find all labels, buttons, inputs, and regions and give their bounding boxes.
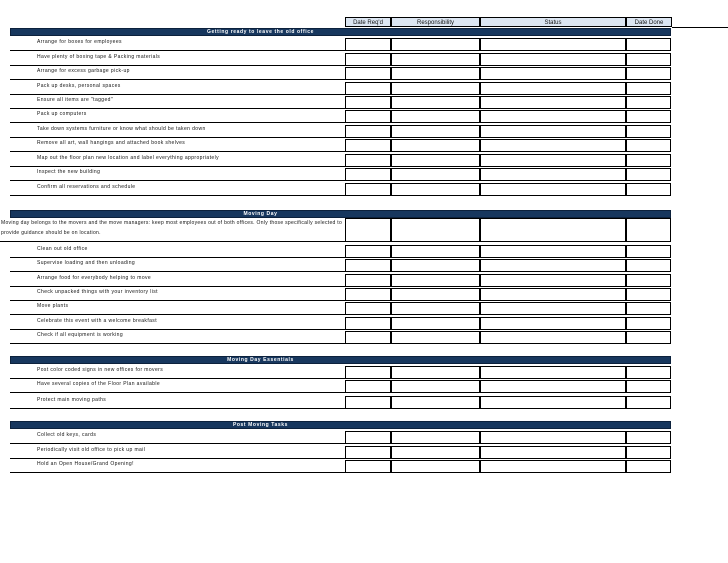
cell-responsibility[interactable] xyxy=(391,396,480,409)
note-row xyxy=(1,218,671,242)
cell-responsibility[interactable] xyxy=(391,331,480,344)
cell-date-done[interactable] xyxy=(626,245,671,258)
task-label: Post color coded signs in new offices for movers xyxy=(10,366,345,379)
table-row xyxy=(10,245,671,258)
table-row xyxy=(10,82,671,95)
table-row xyxy=(10,183,671,196)
cell-date-reqd[interactable] xyxy=(345,460,391,473)
column-header-date-reqd: Date Req'd xyxy=(345,17,391,27)
task-label: Remove all art, wall hangings and attached book shelves xyxy=(10,139,345,152)
task-label: Supervise loading and then unloading xyxy=(10,259,345,272)
section-note: Moving day belongs to the movers and the move managers: keep most employees out of both offices. Only those specifically selected to provide guidance should be on location. xyxy=(0,218,345,242)
cell-date-reqd[interactable] xyxy=(345,331,391,344)
column-header-status: Status xyxy=(480,17,626,27)
cell-responsibility[interactable] xyxy=(391,274,480,287)
cell-responsibility[interactable] xyxy=(391,288,480,301)
cell-date-done[interactable] xyxy=(626,125,671,138)
header-underline xyxy=(672,27,728,28)
cell-date-reqd[interactable] xyxy=(345,82,391,95)
cell-date-done[interactable] xyxy=(626,380,671,393)
task-label: Map out the floor plan new location and label everything appropriately xyxy=(10,154,345,167)
task-label: Arrange food for everybody helping to move xyxy=(10,274,345,287)
cell-date-done[interactable] xyxy=(626,82,671,95)
section-title: Getting ready to leave the old office xyxy=(207,29,314,35)
task-label: Confirm all reservations and schedule xyxy=(10,183,345,196)
cell-date-reqd[interactable] xyxy=(345,53,391,66)
cell-responsibility[interactable] xyxy=(391,125,480,138)
cell-date-done[interactable] xyxy=(626,96,671,109)
cell-date-done[interactable] xyxy=(626,396,671,409)
column-header-responsibility: Responsibility xyxy=(391,17,480,27)
cell-responsibility[interactable] xyxy=(391,67,480,80)
cell-responsibility[interactable] xyxy=(391,154,480,167)
cell-responsibility[interactable] xyxy=(391,183,480,196)
task-label: Have plenty of boxing tape & Packing materials xyxy=(10,53,345,66)
cell-date-done[interactable] xyxy=(626,431,671,444)
cell-date-reqd[interactable] xyxy=(345,366,391,379)
table-row xyxy=(10,154,671,167)
cell-date-done[interactable] xyxy=(626,446,671,459)
cell-status[interactable] xyxy=(480,302,626,315)
cell-status[interactable] xyxy=(480,183,626,196)
cell-status[interactable] xyxy=(480,331,626,344)
cell-responsibility[interactable] xyxy=(391,317,480,330)
cell-status[interactable] xyxy=(480,259,626,272)
cell-responsibility[interactable] xyxy=(391,446,480,459)
cell-status[interactable] xyxy=(480,245,626,258)
cell-date-reqd[interactable] xyxy=(345,38,391,51)
cell-responsibility[interactable] xyxy=(391,380,480,393)
cell-status[interactable] xyxy=(480,53,626,66)
task-label: Check unpacked things with your inventory list xyxy=(10,288,345,301)
cell-status[interactable] xyxy=(480,139,626,152)
cell-date-done[interactable] xyxy=(626,53,671,66)
cell-date-reqd[interactable] xyxy=(345,245,391,258)
cell-responsibility[interactable] xyxy=(391,302,480,315)
cell-date-reqd[interactable] xyxy=(345,380,391,393)
cell-date-reqd[interactable] xyxy=(345,154,391,167)
cell-date-done[interactable] xyxy=(626,302,671,315)
table-row xyxy=(10,110,671,123)
cell-date-reqd[interactable] xyxy=(345,317,391,330)
cell-status[interactable] xyxy=(480,82,626,95)
cell-date-done[interactable] xyxy=(626,366,671,379)
task-label: Clean out old office xyxy=(10,245,345,258)
cell-status[interactable] xyxy=(480,218,626,242)
cell-date-done[interactable] xyxy=(626,67,671,80)
table-row xyxy=(10,460,671,473)
cell-responsibility[interactable] xyxy=(391,259,480,272)
cell-status[interactable] xyxy=(480,274,626,287)
cell-status[interactable] xyxy=(480,96,626,109)
table-row xyxy=(10,396,671,409)
cell-status[interactable] xyxy=(480,288,626,301)
section-header xyxy=(10,356,671,364)
column-header-date-done: Date Done xyxy=(626,17,672,27)
cell-date-done[interactable] xyxy=(626,183,671,196)
task-label: Move plants xyxy=(10,302,345,315)
cell-date-done[interactable] xyxy=(626,38,671,51)
task-label: Celebrate this event with a welcome breakfast xyxy=(10,317,345,330)
cell-responsibility[interactable] xyxy=(391,53,480,66)
cell-date-reqd[interactable] xyxy=(345,125,391,138)
task-label: Hold an Open House/Grand Opening! xyxy=(10,460,345,473)
table-row xyxy=(10,53,671,66)
cell-responsibility[interactable] xyxy=(391,139,480,152)
cell-date-reqd[interactable] xyxy=(345,110,391,123)
cell-date-reqd[interactable] xyxy=(345,288,391,301)
cell-status[interactable] xyxy=(480,396,626,409)
cell-date-done[interactable] xyxy=(626,168,671,181)
cell-status[interactable] xyxy=(480,168,626,181)
cell-date-done[interactable] xyxy=(626,110,671,123)
task-label: Arrange for excess garbage pick-up xyxy=(10,67,345,80)
task-label: Take down systems furniture or know what should be taken down xyxy=(10,125,345,138)
section-header xyxy=(10,210,671,218)
table-row xyxy=(10,331,671,344)
cell-date-done[interactable] xyxy=(626,139,671,152)
cell-date-reqd[interactable] xyxy=(345,396,391,409)
table-row xyxy=(10,259,671,272)
cell-date-reqd[interactable] xyxy=(345,259,391,272)
cell-responsibility[interactable] xyxy=(391,431,480,444)
task-label: Inspect the new building xyxy=(10,168,345,181)
cell-date-reqd[interactable] xyxy=(345,218,391,242)
cell-responsibility[interactable] xyxy=(391,245,480,258)
table-row xyxy=(10,366,671,379)
cell-date-reqd[interactable] xyxy=(345,183,391,196)
cell-status[interactable] xyxy=(480,38,626,51)
task-label: Collect old keys, cards xyxy=(10,431,345,444)
table-row xyxy=(10,139,671,152)
table-row xyxy=(10,274,671,287)
cell-date-done[interactable] xyxy=(626,331,671,344)
cell-date-reqd[interactable] xyxy=(345,96,391,109)
cell-status[interactable] xyxy=(480,431,626,444)
task-label: Have several copies of the Floor Plan available xyxy=(10,380,345,393)
cell-date-reqd[interactable] xyxy=(345,67,391,80)
cell-date-done[interactable] xyxy=(626,274,671,287)
table-row xyxy=(10,380,671,393)
cell-date-reqd[interactable] xyxy=(345,302,391,315)
cell-date-reqd[interactable] xyxy=(345,274,391,287)
table-row xyxy=(10,38,671,51)
cell-date-done[interactable] xyxy=(626,259,671,272)
cell-date-done[interactable] xyxy=(626,218,671,242)
table-row xyxy=(10,446,671,459)
table-row xyxy=(10,96,671,109)
cell-responsibility[interactable] xyxy=(391,218,480,242)
section-header xyxy=(10,28,671,36)
cell-status[interactable] xyxy=(480,380,626,393)
table-row xyxy=(10,317,671,330)
cell-date-reqd[interactable] xyxy=(345,431,391,444)
table-row xyxy=(10,67,671,80)
cell-status[interactable] xyxy=(480,317,626,330)
cell-status[interactable] xyxy=(480,110,626,123)
cell-responsibility[interactable] xyxy=(391,366,480,379)
task-label: Pack up computers xyxy=(10,110,345,123)
task-label: Arrange for boxes for employees xyxy=(10,38,345,51)
table-row xyxy=(10,168,671,181)
cell-date-reqd[interactable] xyxy=(345,168,391,181)
section-title: Moving Day Essentials xyxy=(227,357,294,363)
cell-responsibility[interactable] xyxy=(391,82,480,95)
table-row xyxy=(10,125,671,138)
cell-responsibility[interactable] xyxy=(391,110,480,123)
cell-date-reqd[interactable] xyxy=(345,139,391,152)
cell-responsibility[interactable] xyxy=(391,96,480,109)
cell-responsibility[interactable] xyxy=(391,168,480,181)
task-label: Ensure all items are "tagged" xyxy=(10,96,345,109)
cell-date-done[interactable] xyxy=(626,317,671,330)
section-title: Moving Day xyxy=(243,211,278,217)
table-row xyxy=(10,302,671,315)
table-row xyxy=(10,288,671,301)
cell-status[interactable] xyxy=(480,125,626,138)
section-header xyxy=(10,421,671,429)
cell-status[interactable] xyxy=(480,67,626,80)
cell-responsibility[interactable] xyxy=(391,38,480,51)
cell-status[interactable] xyxy=(480,366,626,379)
cell-status[interactable] xyxy=(480,446,626,459)
cell-date-reqd[interactable] xyxy=(345,446,391,459)
task-label: Pack up desks, personal spaces xyxy=(10,82,345,95)
cell-date-done[interactable] xyxy=(626,154,671,167)
cell-status[interactable] xyxy=(480,154,626,167)
section-title: Post Moving Tasks xyxy=(232,422,289,428)
task-label: Protect main moving paths xyxy=(10,396,345,409)
cell-date-done[interactable] xyxy=(626,288,671,301)
cell-date-done[interactable] xyxy=(626,460,671,473)
task-label: Periodically visit old office to pick up mail xyxy=(10,446,345,459)
cell-status[interactable] xyxy=(480,460,626,473)
cell-responsibility[interactable] xyxy=(391,460,480,473)
table-row xyxy=(10,431,671,444)
task-label: Check if all equipment is working xyxy=(10,331,345,344)
